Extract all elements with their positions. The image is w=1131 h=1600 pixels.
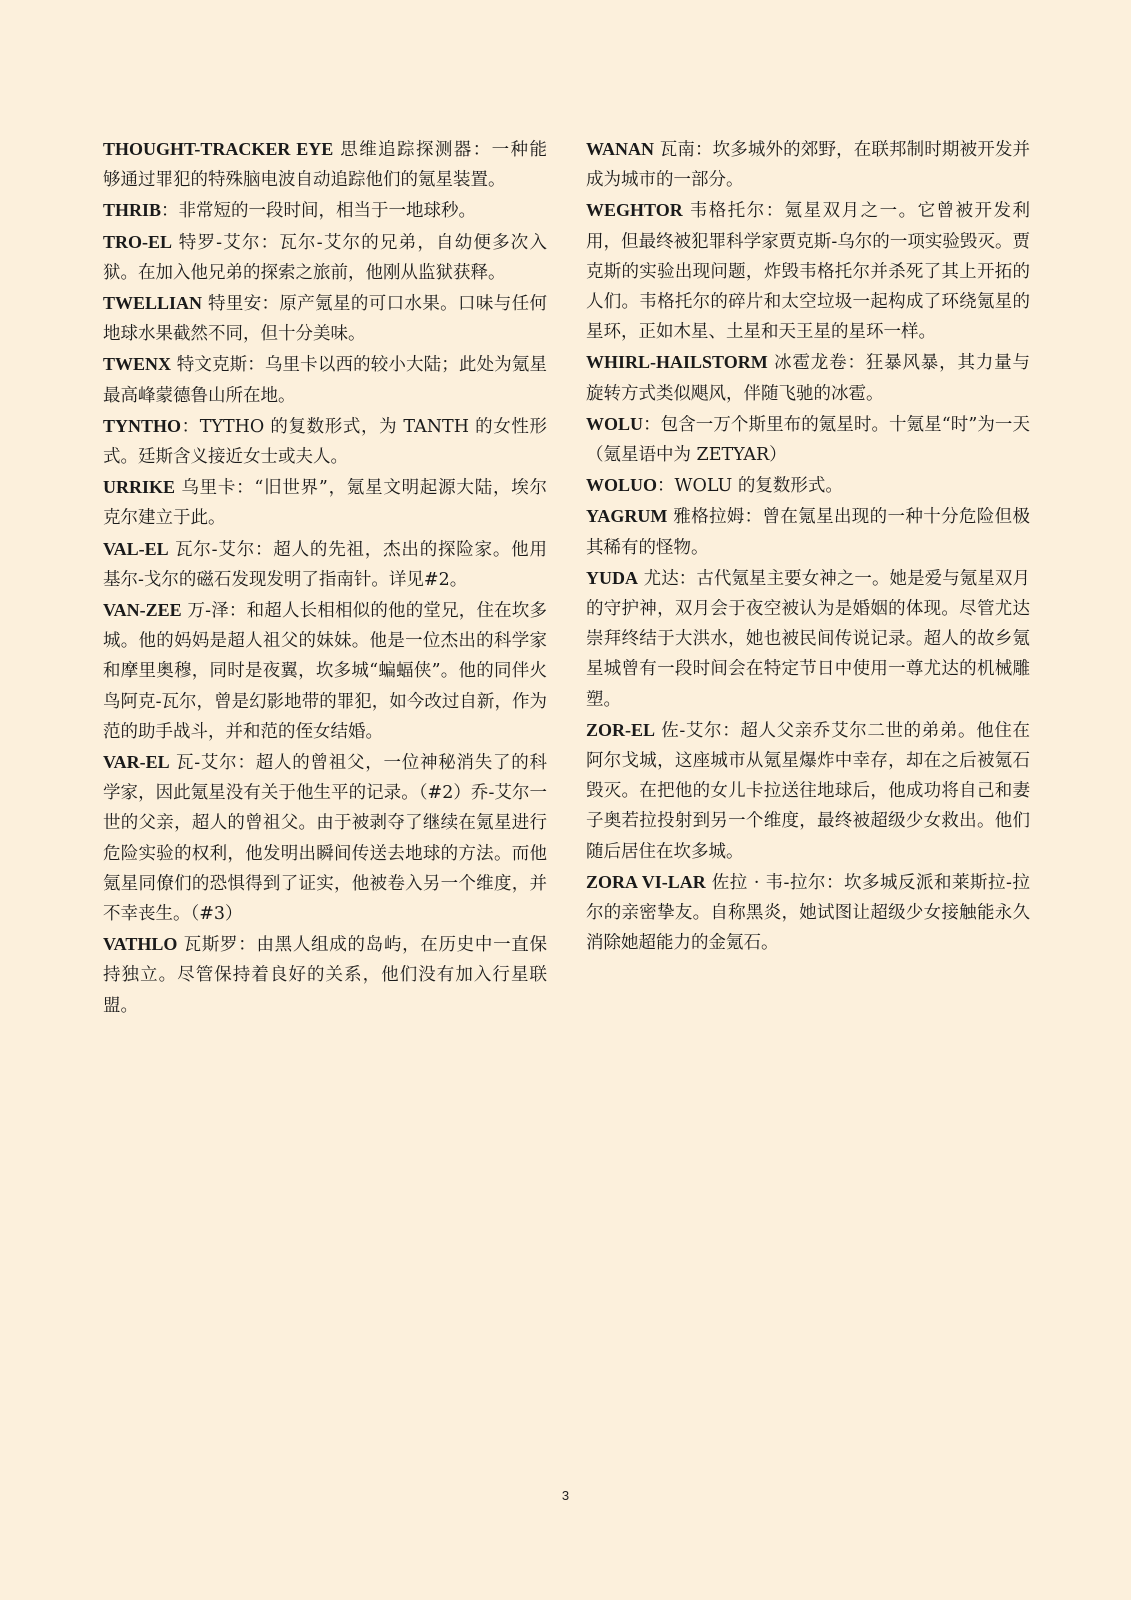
glossary-entry bbox=[586, 134, 1030, 195]
glossary-definition: 雅格拉姆：曾在氪星出现的一种十分危险但极其稀有的怪物。 bbox=[586, 507, 1030, 558]
glossary-definition: 非常短的一段时间，相当于一地球秒。 bbox=[178, 201, 477, 222]
glossary-entry bbox=[103, 411, 547, 472]
glossary-term: YAGRUM bbox=[586, 506, 668, 527]
glossary-term: YUDA bbox=[586, 567, 638, 588]
glossary-term: TYNTHO bbox=[103, 415, 182, 436]
glossary-term: VAR-EL bbox=[103, 752, 170, 773]
glossary-entry bbox=[103, 747, 547, 929]
glossary-definition: 特里安：原产氪星的可口水果。口味与任何地球水果截然不同，但十分美味。 bbox=[103, 294, 547, 345]
glossary-entry bbox=[586, 347, 1030, 408]
term-separator: ： bbox=[657, 476, 675, 497]
glossary-term: THRIB bbox=[103, 200, 162, 221]
glossary-definition: 佐拉 · 韦-拉尔：坎多城反派和莱斯拉-拉尔的亲密挚友。自称黑炎，她试图让超级少女接触能永久消除她超能力的金氪石。 bbox=[586, 872, 1030, 954]
term-separator bbox=[683, 201, 690, 221]
glossary-entry bbox=[103, 288, 547, 349]
glossary-definition: 特文克斯：乌里卡以西的较小大陆；此处为氪星最高峰蒙德鲁山所在地。 bbox=[103, 355, 547, 406]
left-column bbox=[103, 134, 547, 1021]
glossary-definition: 尤达：古代氪星主要女神之一。她是爱与氪星双月的守护神，双月会于夜空被认为是婚姻的体现。尽管尤达崇拜终结于大洪水，她也被民间传说记录。超人的故乡氪星城曾有一段时间会在特定节日中使用一尊尤达的机械雕塑。 bbox=[586, 568, 1030, 710]
glossary-definition: 万-泽：和超人长相相似的他的堂兄，住在坎多城。他的妈妈是超人祖父的妹妹。他是一位杰出的科学家和摩里奥穆，同时是夜翼，坎多城“蝙蝠侠”。他的同伴火鸟阿克-瓦尔，曾是幻影地带的罪犯，如今改过自新，作为范的助手战斗，并和范的侄女结婚。 bbox=[103, 601, 547, 742]
glossary-term: TWENX bbox=[103, 354, 172, 375]
term-separator: ： bbox=[161, 201, 179, 222]
glossary-term: WANAN bbox=[586, 139, 655, 159]
glossary-term: ZOR-EL bbox=[586, 719, 656, 740]
glossary-entry bbox=[586, 409, 1030, 470]
glossary-definition: 瓦斯罗：由黑人组成的岛屿，在历史中一直保持独立。尽管保持着良好的关系，他们没有加入行星联盟。 bbox=[103, 935, 547, 1016]
glossary-entry bbox=[586, 470, 1030, 501]
glossary-definition: 乌里卡：“旧世界”，氪星文明起源大陆，埃尔克尔建立于此。 bbox=[103, 478, 547, 529]
glossary-entry bbox=[103, 349, 547, 410]
right-column bbox=[586, 134, 1030, 958]
glossary-definition: 瓦南：坎多城外的郊野，在联邦制时期被开发并成为城市的一部分。 bbox=[586, 140, 1030, 191]
term-separator bbox=[172, 233, 179, 253]
glossary-term: ZORA VI-LAR bbox=[586, 871, 706, 892]
glossary-entry bbox=[586, 195, 1030, 347]
glossary-entry bbox=[103, 227, 547, 288]
glossary-term: THOUGHT-TRACKER EYE bbox=[103, 139, 334, 159]
glossary-definition: 特罗-艾尔：瓦尔-艾尔的兄弟，自幼便多次入狱。在加入他兄弟的探索之旅前，他刚从监狱获释。 bbox=[103, 232, 547, 283]
glossary-definition: 思维追踪探测器：一种能够通过罪犯的特殊脑电波自动追踪他们的氪星装置。 bbox=[103, 140, 547, 191]
glossary-entry bbox=[103, 472, 547, 533]
glossary-entry bbox=[103, 534, 547, 595]
glossary-term: VAN-ZEE bbox=[103, 600, 182, 621]
glossary-term: WOLU bbox=[586, 413, 644, 434]
glossary-term: TWELLIAN bbox=[103, 293, 203, 314]
glossary-entry bbox=[103, 134, 547, 195]
glossary-entry bbox=[586, 715, 1030, 867]
glossary-term: VATHLO bbox=[103, 934, 178, 955]
glossary-definition: TYTHO 的复数形式，为 TANTH 的女性形式。廷斯含义接近女士或夫人。 bbox=[103, 416, 548, 468]
glossary-definition: 佐-艾尔：超人父亲乔艾尔二世的弟弟。他住在阿尔戈城，这座城市从氪星爆炸中幸存，却在之后被氪石毁灭。在把他的女儿卡拉送往地球后，他成功将自己和妻子奥若拉投射到另一个维度，最终被超级少女救出。他们随后居住在坎多城。 bbox=[586, 720, 1030, 862]
glossary-term: TRO-EL bbox=[103, 231, 173, 252]
glossary-term: URRIKE bbox=[103, 477, 176, 498]
glossary-entry bbox=[103, 929, 547, 1021]
glossary-definition: 瓦-艾尔：超人的曾祖父，一位神秘消失了的科学家，因此氪星没有关于他生平的记录。（#2）乔-艾尔一世的父亲，超人的曾祖父。由于被剥夺了继续在氪星进行危险实验的权利，他发明出瞬间传送去地球的方法。而他氪星同僚们的恐惧得到了证实，他被卷入另一个维度，并不幸丧生。（#3） bbox=[103, 753, 547, 925]
glossary-definition: 瓦尔-艾尔：超人的先祖，杰出的探险家。他用基尔-戈尔的磁石发现发明了指南针。详见#2。 bbox=[103, 539, 547, 590]
glossary-entry bbox=[103, 595, 547, 747]
glossary-definition: 韦格托尔：氪星双月之一。它曾被开发利用，但最终被犯罪科学家贾克斯-乌尔的一项实验毁灭。贾克斯的实验出现问题，炸毁韦格托尔并杀死了其上开拓的人们。韦格托尔的碎片和太空垃圾一起构成了环绕氪星的星环，正如木星、土星和天王星的星环一样。 bbox=[586, 201, 1030, 343]
term-separator: ： bbox=[643, 414, 661, 435]
glossary-term: VAL-EL bbox=[103, 538, 169, 559]
glossary-definition: WOLU 的复数形式。 bbox=[674, 476, 843, 497]
glossary-term: WHIRL-HAILSTORM bbox=[586, 352, 768, 373]
glossary-entry bbox=[586, 867, 1030, 959]
glossary-entry bbox=[103, 195, 547, 226]
glossary-term: WEGHTOR bbox=[586, 200, 683, 221]
page-number: 3 bbox=[561, 1488, 570, 1503]
glossary-definition: 包含一万个斯里布的氪星时。十氪星“时”为一天（氪星语中为 ZETYAR） bbox=[586, 414, 1030, 466]
term-separator: ： bbox=[181, 416, 200, 437]
glossary-term: WOLUO bbox=[586, 475, 658, 496]
glossary-entry bbox=[586, 563, 1030, 715]
glossary-definition: 冰雹龙卷：狂暴风暴，其力量与旋转方式类似飓风，伴随飞驰的冰雹。 bbox=[586, 353, 1030, 404]
glossary-entry bbox=[586, 501, 1030, 562]
